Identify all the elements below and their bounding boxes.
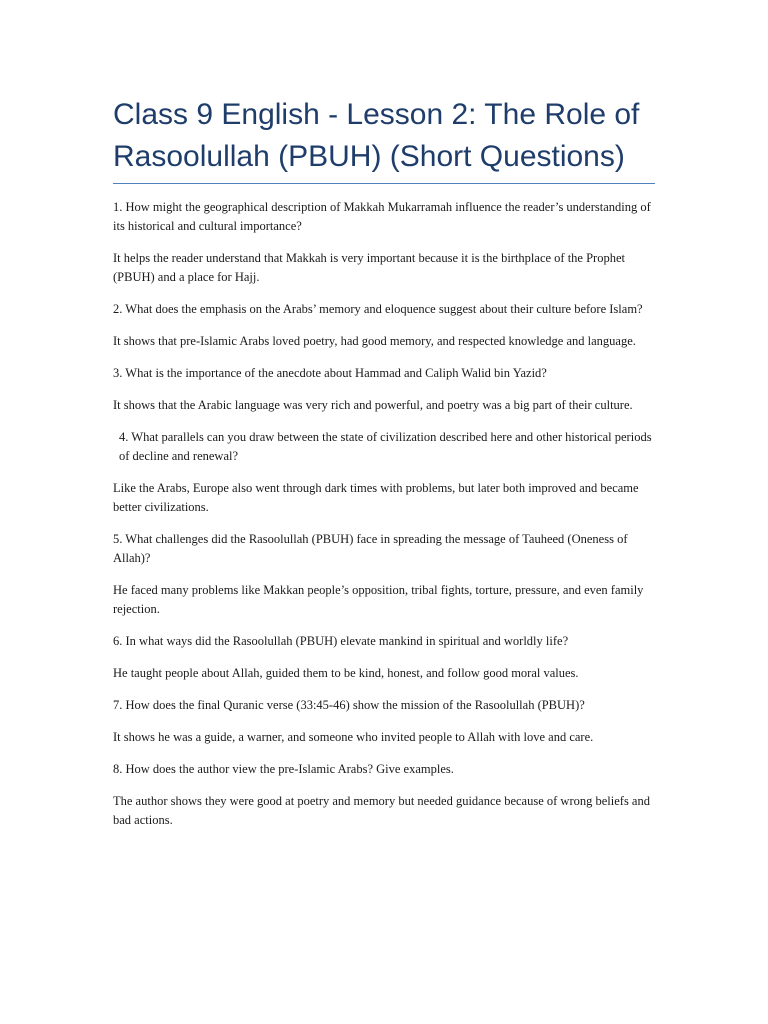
answer-2: It shows that pre-Islamic Arabs loved poetry, had good memory, and respected knowledge and language. <box>113 334 636 348</box>
answer-8: The author shows they were good at poetry and memory but needed guidance because of wrong beliefs and bad actions. <box>113 794 650 827</box>
question-3: 3. What is the importance of the anecdote about Hammad and Caliph Walid bin Yazid? <box>113 366 547 380</box>
answer-4: Like the Arabs, Europe also went through dark times with problems, but later both improved and became better civilizations. <box>113 481 639 514</box>
question-2: 2. What does the emphasis on the Arabs’ memory and eloquence suggest about their culture before Islam? <box>113 302 643 316</box>
question-7: 7. How does the final Quranic verse (33:45-46) show the mission of the Rasoolullah (PBUH)? <box>113 698 585 712</box>
question-8: 8. How does the author view the pre-Islamic Arabs? Give examples. <box>113 762 454 776</box>
qa-list <box>113 198 655 830</box>
answer-1: It helps the reader understand that Makkah is very important because it is the birthplace of the Prophet (PBUH) and a place for Hajj. <box>113 251 625 284</box>
question-1: 1. How might the geographical description of Makkah Mukarramah influence the reader’s understanding of its historical and cultural importance? <box>113 200 651 233</box>
document-page <box>113 94 655 843</box>
document-title: Class 9 English - Lesson 2: The Role of Rasoolullah (PBUH) (Short Questions) <box>113 94 655 184</box>
question-6: 6. In what ways did the Rasoolullah (PBUH) elevate mankind in spiritual and worldly life? <box>113 634 569 648</box>
answer-3: It shows that the Arabic language was very rich and powerful, and poetry was a big part of their culture. <box>113 398 633 412</box>
answer-5: He faced many problems like Makkan people’s opposition, tribal fights, torture, pressure, and even family rejection. <box>113 583 644 616</box>
question-4: 4. What parallels can you draw between the state of civilization described here and other historical periods of decline and renewal? <box>119 430 652 463</box>
question-5: 5. What challenges did the Rasoolullah (PBUH) face in spreading the message of Tauheed (Oneness of Allah)? <box>113 532 628 565</box>
answer-7: It shows he was a guide, a warner, and someone who invited people to Allah with love and care. <box>113 730 594 744</box>
answer-6: He taught people about Allah, guided them to be kind, honest, and follow good moral values. <box>113 666 579 680</box>
